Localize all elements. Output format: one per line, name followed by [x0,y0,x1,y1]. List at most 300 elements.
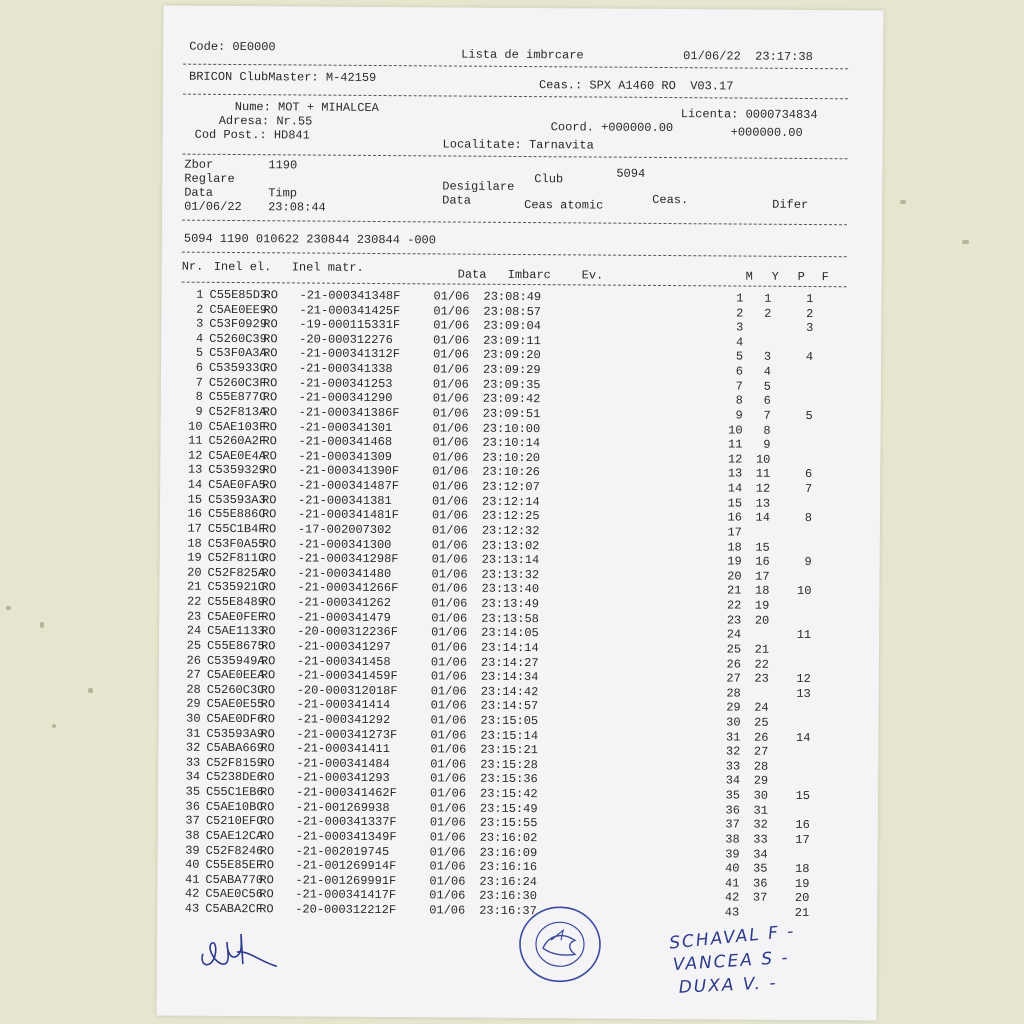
rank-y: 3 [763,350,772,365]
signature [197,926,287,977]
arrival-date: 01/06 [429,786,467,801]
ring-number: -21-001269938 [295,800,390,815]
rank-m: 30 [726,715,741,730]
ring-number: -21-000341309 [298,449,393,464]
row-nr: 13 [187,463,203,478]
country-code: RO [259,843,275,858]
ring-number: -17-002007302 [297,522,392,538]
country-code: RO [259,829,275,844]
ring-electronic: C5AE103F [208,419,267,434]
country-code: RO [261,507,277,522]
arrival-date: 01/06 [433,289,470,304]
license: Licenta: 0000734834 [680,107,818,123]
rank-m: 31 [725,730,741,745]
ring-electronic: C55E8675 [207,638,265,654]
ring-number: -21-000341417F [295,887,397,903]
ring-number: -21-000341337F [295,814,397,830]
reglare-label: Reglare [184,171,235,187]
rank-m: 22 [726,598,742,613]
arrival-time: 23:14:42 [480,684,539,699]
divider [182,252,847,258]
rank-y: 23 [754,671,769,686]
arrival-time: 23:13:02 [481,538,540,553]
data-label: Data [184,185,214,200]
ring-electronic: C52F8246 [205,843,264,858]
arrival-date: 01/06 [431,523,468,538]
rank-f: 3 [806,321,814,336]
rank-f: 15 [795,789,811,804]
country-code: RO [259,799,275,814]
ring-electronic: C52F8159 [206,755,264,771]
country-code: RO [261,551,277,566]
arrival-date: 01/06 [430,727,467,743]
country-code: RO [261,536,277,551]
ring-electronic: C5359329 [208,463,266,478]
ring-number: -21-000341484 [296,756,390,771]
arrival-date: 01/06 [431,552,468,567]
arrival-date: 01/06 [431,508,469,523]
ring-electronic: C55E886C [207,507,266,522]
rank-y: 27 [753,744,769,759]
rank-y: 13 [755,496,771,511]
ring-electronic: C55C1B4F [207,521,266,537]
row-nr: 27 [186,667,201,682]
ring-electronic: C53593A9 [206,726,265,741]
row-nr: 17 [187,521,202,536]
ring-electronic: C52F813A [208,404,267,420]
ring-number: -21-000341411 [296,741,391,757]
reglare-time: 23:08:44 [268,200,326,215]
ring-number: -21-000341293 [296,770,390,786]
rank-y: 12 [755,481,771,496]
row-nr: 35 [185,784,201,799]
ring-number: -21-000341253 [298,376,393,391]
arrival-time: 23:09:11 [483,333,541,349]
ring-number: -21-000341458 [296,653,391,669]
ring-number: -21-000341273F [296,727,398,742]
country-code: RO [261,580,276,595]
row-nr: 3 [196,316,204,332]
ring-electronic: C535933C [208,360,267,376]
rank-m: 29 [726,700,741,715]
arrival-date: 01/06 [431,581,468,597]
rank-m: 34 [725,773,741,788]
row-nr: 34 [185,770,201,785]
rank-f: 17 [795,832,810,847]
row-nr: 28 [186,682,201,697]
country-code: RO [263,288,278,303]
rank-m: 23 [726,613,742,628]
country-code: RO [263,346,278,361]
rank-f: 18 [795,862,810,877]
flight-label: Zbor [184,157,214,172]
rank-y: 37 [752,891,768,906]
ring-electronic: C53F0A3A [209,346,267,361]
country-code: RO [261,609,276,624]
rank-f: 6 [805,467,813,482]
row-nr: 36 [185,799,200,814]
arrival-date: 01/06 [431,537,468,553]
rank-y: 1 [764,291,772,306]
arrival-date: 01/06 [432,464,469,480]
rank-f: 7 [804,482,813,497]
arrival-time: 23:13:40 [481,582,540,597]
rank-m: 28 [726,686,741,701]
ring-number: -19-000115331F [299,317,401,333]
rank-m: 36 [725,803,740,818]
row-nr: 22 [186,594,202,609]
arrival-date: 01/06 [429,801,467,816]
country-code: RO [260,697,276,712]
rank-m: 4 [735,335,744,350]
ring-number: -21-000341386F [298,405,400,421]
ring-electronic: C55C1EB6 [205,784,264,800]
country-code: RO [259,887,274,902]
row-nr: 41 [184,872,200,887]
ring-number: -20-000312276 [299,332,393,347]
arrival-time: 23:14:34 [480,669,539,685]
ring-number: -21-000341348F [299,288,401,304]
ring-number: -21-000341487F [298,478,400,494]
country-code: RO [260,756,275,771]
row-nr: 16 [187,506,203,522]
ring-electronic: C55E85EF [205,857,264,873]
rank-m: 39 [725,846,740,862]
row-nr: 37 [185,813,200,829]
club-value: 5094 [616,166,646,181]
ring-number: -20-000312018F [296,683,398,698]
rank-m: 27 [726,671,741,686]
ring-number: -21-000341301 [298,420,393,435]
row-nr: 32 [185,740,201,755]
rank-f: 8 [804,511,813,526]
row-nr: 9 [195,404,203,419]
data-label-2: Data [442,193,472,208]
arrival-date: 01/06 [432,362,470,377]
ring-electronic: C5260C3C [206,682,265,697]
row-nr: 14 [187,477,203,492]
row-nr: 31 [185,726,201,741]
row-nr: 18 [187,536,202,551]
rank-y: 7 [763,408,771,423]
arrival-date: 01/06 [430,654,468,670]
arrival-time: 23:12:07 [482,479,540,495]
country-code: RO [261,595,276,610]
rank-m: 14 [727,481,743,496]
rank-m: 35 [725,788,741,803]
club-stamp [517,904,604,985]
arrival-date: 01/06 [430,698,467,713]
rank-y: 24 [754,700,769,716]
row-nr: 5 [195,346,204,361]
row-nr: 2 [196,302,204,317]
arrival-date: 01/06 [432,420,469,436]
rank-m: 21 [727,583,742,598]
country-code: RO [261,624,276,639]
ring-number: -21-000341459F [296,668,398,684]
row-nr: 21 [187,580,202,595]
arrival-time: 23:09:04 [483,318,541,334]
row-nr: 8 [195,390,203,405]
arrival-time: 23:15:14 [480,728,539,743]
row-nr: 19 [187,550,202,565]
country-code: RO [262,361,278,376]
divider [182,220,847,226]
country-code: RO [260,653,276,668]
locality: Localitate: Tarnavita [442,137,594,153]
rank-y: 33 [753,832,768,847]
ceas-label: Ceas. [652,192,689,208]
arrival-time: 23:14:14 [481,640,539,656]
rank-m: 2 [736,306,744,321]
row-nr: 25 [186,638,202,653]
rank-y: 18 [755,584,770,599]
country-code: RO [262,375,278,391]
handwritten-name-3: DUXA V. - [678,973,778,998]
arrival-time: 23:12:14 [482,494,540,509]
rank-y: 10 [755,452,771,467]
rank-y: 28 [753,759,769,774]
ring-electronic: C55E85D3 [209,287,268,303]
rank-m: 10 [728,423,743,438]
ring-electronic: C55E8489 [207,594,266,610]
code-label: Code: 0E0000 [189,39,276,55]
arrival-time: 23:14:05 [481,625,539,641]
postal-code: Cod Post.: HD841 [194,127,310,143]
rank-y: 9 [763,437,771,452]
country-code: RO [260,668,276,683]
owner-name: Nume: MOT + MIHALCEA [234,99,379,116]
arrival-time: 23:16:16 [479,859,538,875]
rank-y: 32 [753,817,768,833]
ring-number: -21-001269991F [295,873,397,888]
country-code: RO [260,741,275,756]
ring-electronic: C5AE0C56 [205,887,263,902]
arrival-date: 01/06 [432,494,469,509]
rank-f: 14 [795,730,811,745]
ring-electronic: C5210EFC [205,814,264,829]
row-nr: 1 [196,287,204,302]
rank-y: 6 [763,394,771,409]
rank-y: 22 [754,657,769,672]
reglare-date: 01/06/22 [184,199,242,215]
rank-y: 15 [755,540,770,555]
ring-number: -21-000341338 [298,361,393,377]
rank-y: 30 [753,788,769,803]
arrival-time: 23:09:35 [482,377,541,392]
rank-m: 33 [725,759,741,774]
country-code: RO [263,302,278,317]
ring-number: -21-002019745 [295,843,390,859]
arrival-time: 23:12:25 [481,509,540,524]
arrival-date: 01/06 [432,391,469,406]
ring-electronic: C5ABA669 [206,741,265,756]
rank-y: 16 [755,554,770,569]
arrival-date: 01/06 [431,567,468,582]
arrival-date: 01/06 [433,347,470,363]
ring-electronic: C5ABA2CF [205,901,263,917]
ring-electronic: C5AE10BC [205,799,264,814]
rank-f: 9 [804,555,812,570]
rank-m: 3 [736,320,744,335]
country-code: RO [262,463,277,478]
rank-m: 5 [735,349,744,365]
divider [183,94,848,100]
handwritten-name-2: VANCEA S - [672,947,791,976]
row-nr: 15 [187,492,203,507]
rank-f: 10 [797,584,812,599]
arrival-time: 23:10:20 [482,450,541,465]
arrival-date: 01/06 [429,830,466,845]
arrival-time: 23:10:14 [482,435,541,451]
country-code: RO [261,565,277,581]
ring-number: -21-000341479 [297,610,391,625]
ring-number: -21-000341266F [297,580,399,596]
country-code: RO [261,522,277,537]
ring-electronic: C5260C39 [209,331,267,347]
country-code: RO [260,712,276,727]
row-nr: 30 [186,711,201,726]
clubmaster-id: BRICON ClubMaster: M-42159 [188,69,377,85]
rank-f: 13 [796,686,811,701]
arrival-date: 01/06 [429,844,466,860]
ring-electronic: C53F0929 [209,317,267,332]
rank-y: 14 [755,510,771,526]
rank-f: 5 [805,408,813,423]
country-code: RO [263,317,278,332]
ring-electronic: C5260C3F [208,375,267,390]
arrival-time: 23:13:49 [481,596,540,612]
arrival-time: 23:14:57 [480,699,539,714]
rank-y: 5 [763,379,771,394]
row-nr: 43 [184,901,200,916]
ring-number: -21-000341381 [298,493,392,508]
row-nr: 26 [186,653,202,668]
rank-m: 38 [725,832,740,847]
ring-number: -21-000341298F [297,551,399,567]
arrival-time: 23:15:05 [480,713,539,729]
rank-m: 16 [727,510,743,525]
arrival-date: 01/06 [432,377,469,392]
arrival-date: 01/06 [432,435,469,450]
row-nr: 40 [185,857,200,872]
printed-sheet [156,5,883,1020]
rank-m: 43 [724,905,740,920]
country-code: RO [262,390,278,405]
country-code: RO [262,405,278,420]
rank-y: 35 [753,861,768,876]
arrival-time: 23:14:27 [480,655,539,670]
country-code: RO [263,332,278,347]
row-nr: 20 [187,565,202,580]
rank-m: 15 [727,496,743,511]
row-nr: 10 [188,419,203,434]
ring-electronic: C5AE12CA [205,828,264,844]
print-datetime: 01/06/22 23:17:38 [683,49,813,65]
arrival-date: 01/06 [432,479,469,494]
arrival-time: 23:08:49 [483,289,542,305]
ring-electronic: C535949A [206,653,265,668]
ring-electronic: C5260A2F [208,434,267,449]
ring-electronic: C5AE0FA5 [208,477,266,493]
arrival-date: 01/06 [431,625,468,640]
ring-number: -21-000341468 [298,434,393,450]
arrival-date: 01/06 [429,903,466,918]
col-inel-matr: Inel matr. [291,260,364,275]
club-label: Club [534,172,564,187]
arrival-time: 23:15:49 [479,801,538,816]
country-code: RO [260,726,275,741]
rank-f: 16 [795,818,810,833]
rank-m: 7 [735,379,743,394]
country-code: RO [260,770,275,785]
ring-number: -21-000341481F [297,507,399,523]
owner-address: Adresa: Nr.55 [218,113,313,129]
row-nr: 42 [184,887,200,902]
flight-value: 1190 [268,158,298,173]
arrival-date: 01/06 [430,669,467,684]
rank-y: 29 [753,774,769,789]
arrival-date: 01/06 [432,450,469,465]
ring-number: -21-000341300 [297,536,392,552]
arrival-date: 01/06 [430,684,467,699]
ring-number: -21-000341297 [297,639,391,654]
arrival-date: 01/06 [429,888,466,904]
rank-y: 11 [755,467,771,482]
row-nr: 11 [188,433,203,448]
ring-number: -21-000341480 [297,566,392,581]
arrival-time: 23:09:20 [483,348,541,363]
col-p: P [797,269,805,284]
ring-number: -20-000312236F [297,624,399,640]
country-code: RO [259,872,274,888]
rank-m: 11 [728,437,743,452]
country-code: RO [259,858,274,873]
row-nr: 33 [185,755,201,770]
col-y: Y [771,269,779,284]
arrival-time: 23:10:26 [482,465,540,480]
ring-electronic: C53F0A55 [207,536,266,551]
arrival-date: 01/06 [433,304,470,319]
country-code: RO [259,814,275,829]
rank-y: 4 [763,364,772,379]
ceas-atomic-label: Ceas atomic [524,198,604,213]
country-code: RO [262,478,277,493]
document-title: Lista de imbrcare [461,47,584,63]
row-nr: 24 [186,623,202,639]
rank-y: 26 [753,730,769,745]
ring-number: -21-000341425F [299,303,401,318]
rank-m: 24 [726,627,742,642]
arrival-time: 23:13:58 [481,611,539,626]
table-header [181,259,842,285]
rank-m: 8 [735,393,743,408]
rank-m: 17 [727,525,742,540]
rank-f: 1 [806,291,814,307]
rank-m: 32 [725,744,741,759]
rank-m: 37 [725,817,740,832]
coord-value: +000000.00 [730,125,803,140]
arrival-date: 01/06 [431,596,468,611]
row-nr: 6 [195,360,204,375]
arrival-date: 01/06 [433,318,470,333]
arrival-time: 23:16:09 [479,845,538,860]
rank-m: 18 [727,539,742,555]
country-code: RO [259,902,274,917]
country-code: RO [262,492,277,507]
arrival-time: 23:16:24 [479,874,538,889]
arrival-time: 23:15:42 [479,786,538,802]
